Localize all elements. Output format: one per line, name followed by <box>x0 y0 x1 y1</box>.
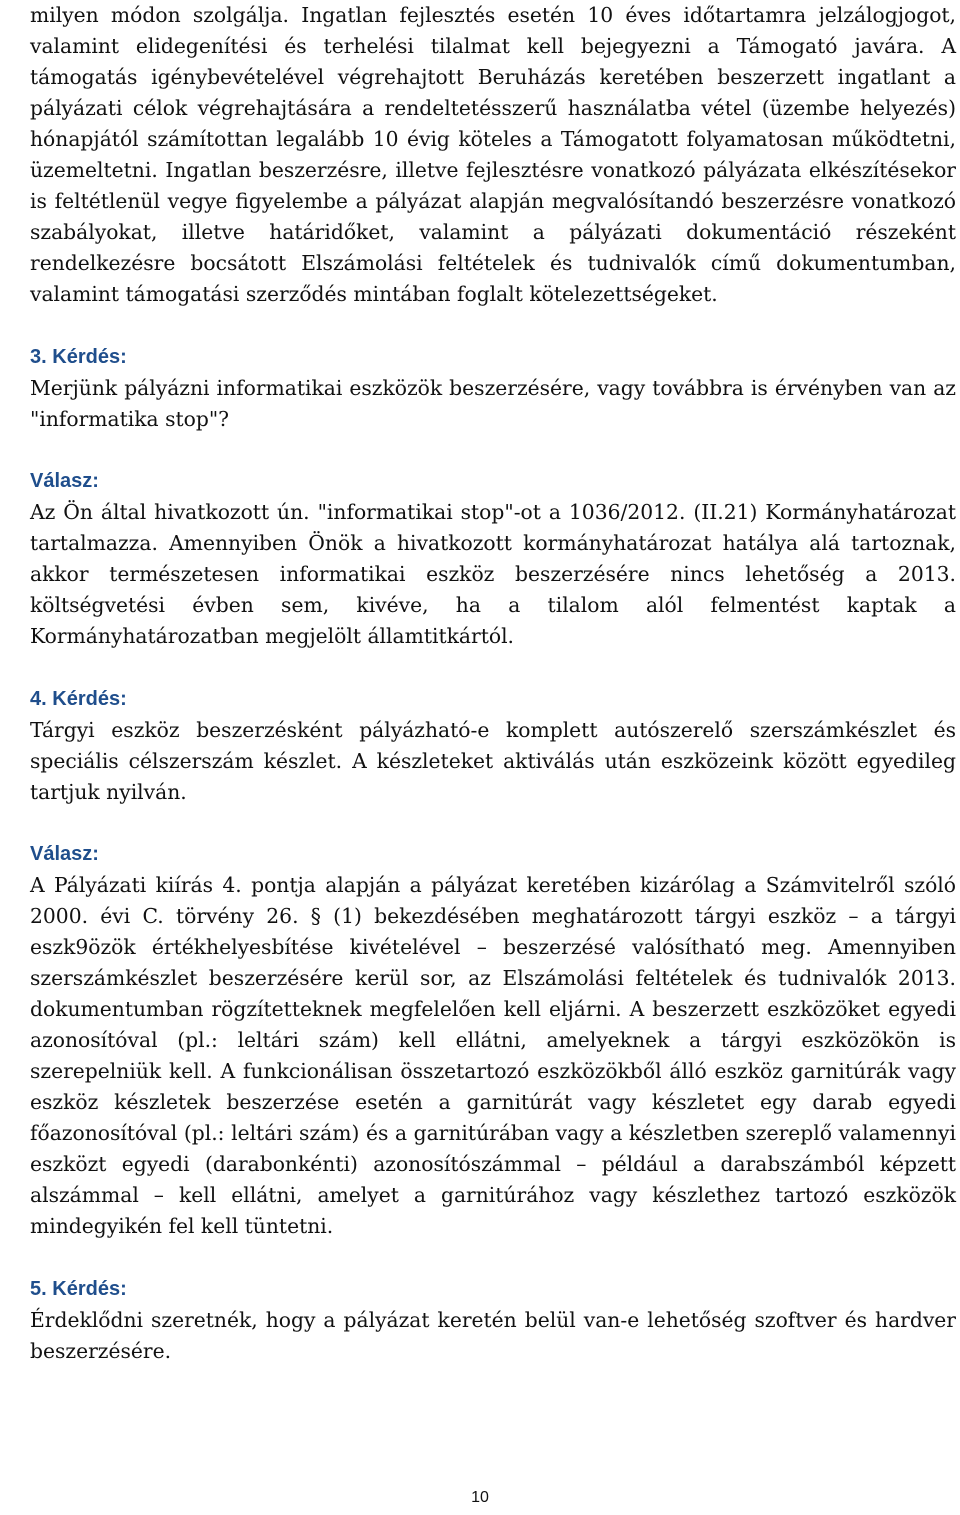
question-5-label: Kérdés: <box>52 1278 127 1300</box>
question-5-heading <box>30 1274 956 1305</box>
intro-paragraph: milyen módon szolgálja. Ingatlan fejlesztés esetén 10 éves időtartamra jelzálogjogot, valamint elidegenítési és terhelési tilalmat kell bejegyezni a Támogató javára. A támogatás igénybevételével végrehajtott Beruházás keretében beszerzett ingatlant a pályázati célok végrehajtására a rendeltetésszerű használatba vétel (üzembe helyezés) hónapjától számítottan legalább 10 évig köteles a Támogatott folyamatosan működtetni, üzemeltetni. Ingatlan beszerzésre, illetve fejlesztésre vonatkozó pályázata elkészítésekor is feltétlenül vegye figyelembe a pályázat alapján megvalósítandó beszerzésre vonatkozó szabályokat, illetve határidőket, valamint a pályázati dokumentáció részeként rendelkezésre bocsátott Elszámolási feltételek és tudnivalók című dokumentumban, valamint támogatási szerződés mintában foglalt kötelezettségeket. <box>30 3 956 306</box>
answer-3-heading: Válasz: <box>30 470 99 492</box>
answer-4-text: A Pályázati kiírás 4. pontja alapján a pályázat keretében kizárólag a Számvitelről szóló 2000. évi C. törvény 26. § (1) bekezdésében meghatározott tárgyi eszköz – a tárgyi eszk9özök értékhelyesbítése kivételével – beszerzésé valósítható meg. Amennyiben szerszámkészlet beszerzésére kerül sor, az Elszámolási feltételek és tudnivalók 2013. dokumentumban rögzítetteknek megfelelően kell eljárni. A beszerzett eszközöket egyedi azonosítóval (pl.: leltári szám) kell ellátni, amelyeknek a tárgyi eszközökön is szerepelniük kell. A funkcionálisan összetartozó eszközökből álló eszköz garnitúrák vagy eszköz készletek beszerzése esetén a garnitúrát vagy készletet egy darab egyedi főazonosítóval (pl.: leltári szám) és a garnitúrában vagy a készletben szereplő valamennyi eszközt egyedi (darabonkénti) azonosítószámmal – például a darabszámból képzett alszámmal – kell ellátni, amelyet a garnitúrához vagy készlethez tartozó eszközök mindegyikén fel kell tüntetni. <box>30 873 956 1238</box>
question-4-text: Tárgyi eszköz beszerzésként pályázható-e komplett autószerelő szerszámkészlet és speciális célszerszám készlet. A készleteket aktiválás után eszközeink között egyedileg tartjuk nyilván. <box>30 718 956 804</box>
answer-3-text: Az Ön által hivatkozott ún. "informatikai stop"-ot a 1036/2012. (II.21) Kormányhatározat tartalmazza. Amennyiben Önök a hivatkozott kormányhatározat hatálya alá tartoznak, akkor természetesen informatikai eszköz beszerzésére nincs lehetőség a 2013. költségvetési évben sem, kivéve, ha a tilalom alól felmentést kaptak a Kormányhatározatban megjelölt államtitkártól. <box>30 500 956 648</box>
question-4-number: 4. <box>30 688 47 710</box>
question-3-number: 3. <box>30 346 47 368</box>
answer-4-heading: Válasz: <box>30 843 99 865</box>
document-page <box>30 0 956 1367</box>
page-number: 10 <box>471 1489 489 1506</box>
question-4-label: Kérdés: <box>52 688 127 710</box>
question-3-text: Merjünk pályázni informatikai eszközök beszerzésére, vagy továbbra is érvényben van az "informatika stop"? <box>30 376 956 431</box>
question-4-heading <box>30 684 956 715</box>
question-3-heading <box>30 342 956 373</box>
question-3-label: Kérdés: <box>52 346 127 368</box>
question-5-text: Érdeklődni szeretnék, hogy a pályázat keretén belül van-e lehetőség szoftver és hardver beszerzésére. <box>30 1308 956 1363</box>
question-5-number: 5. <box>30 1278 47 1300</box>
